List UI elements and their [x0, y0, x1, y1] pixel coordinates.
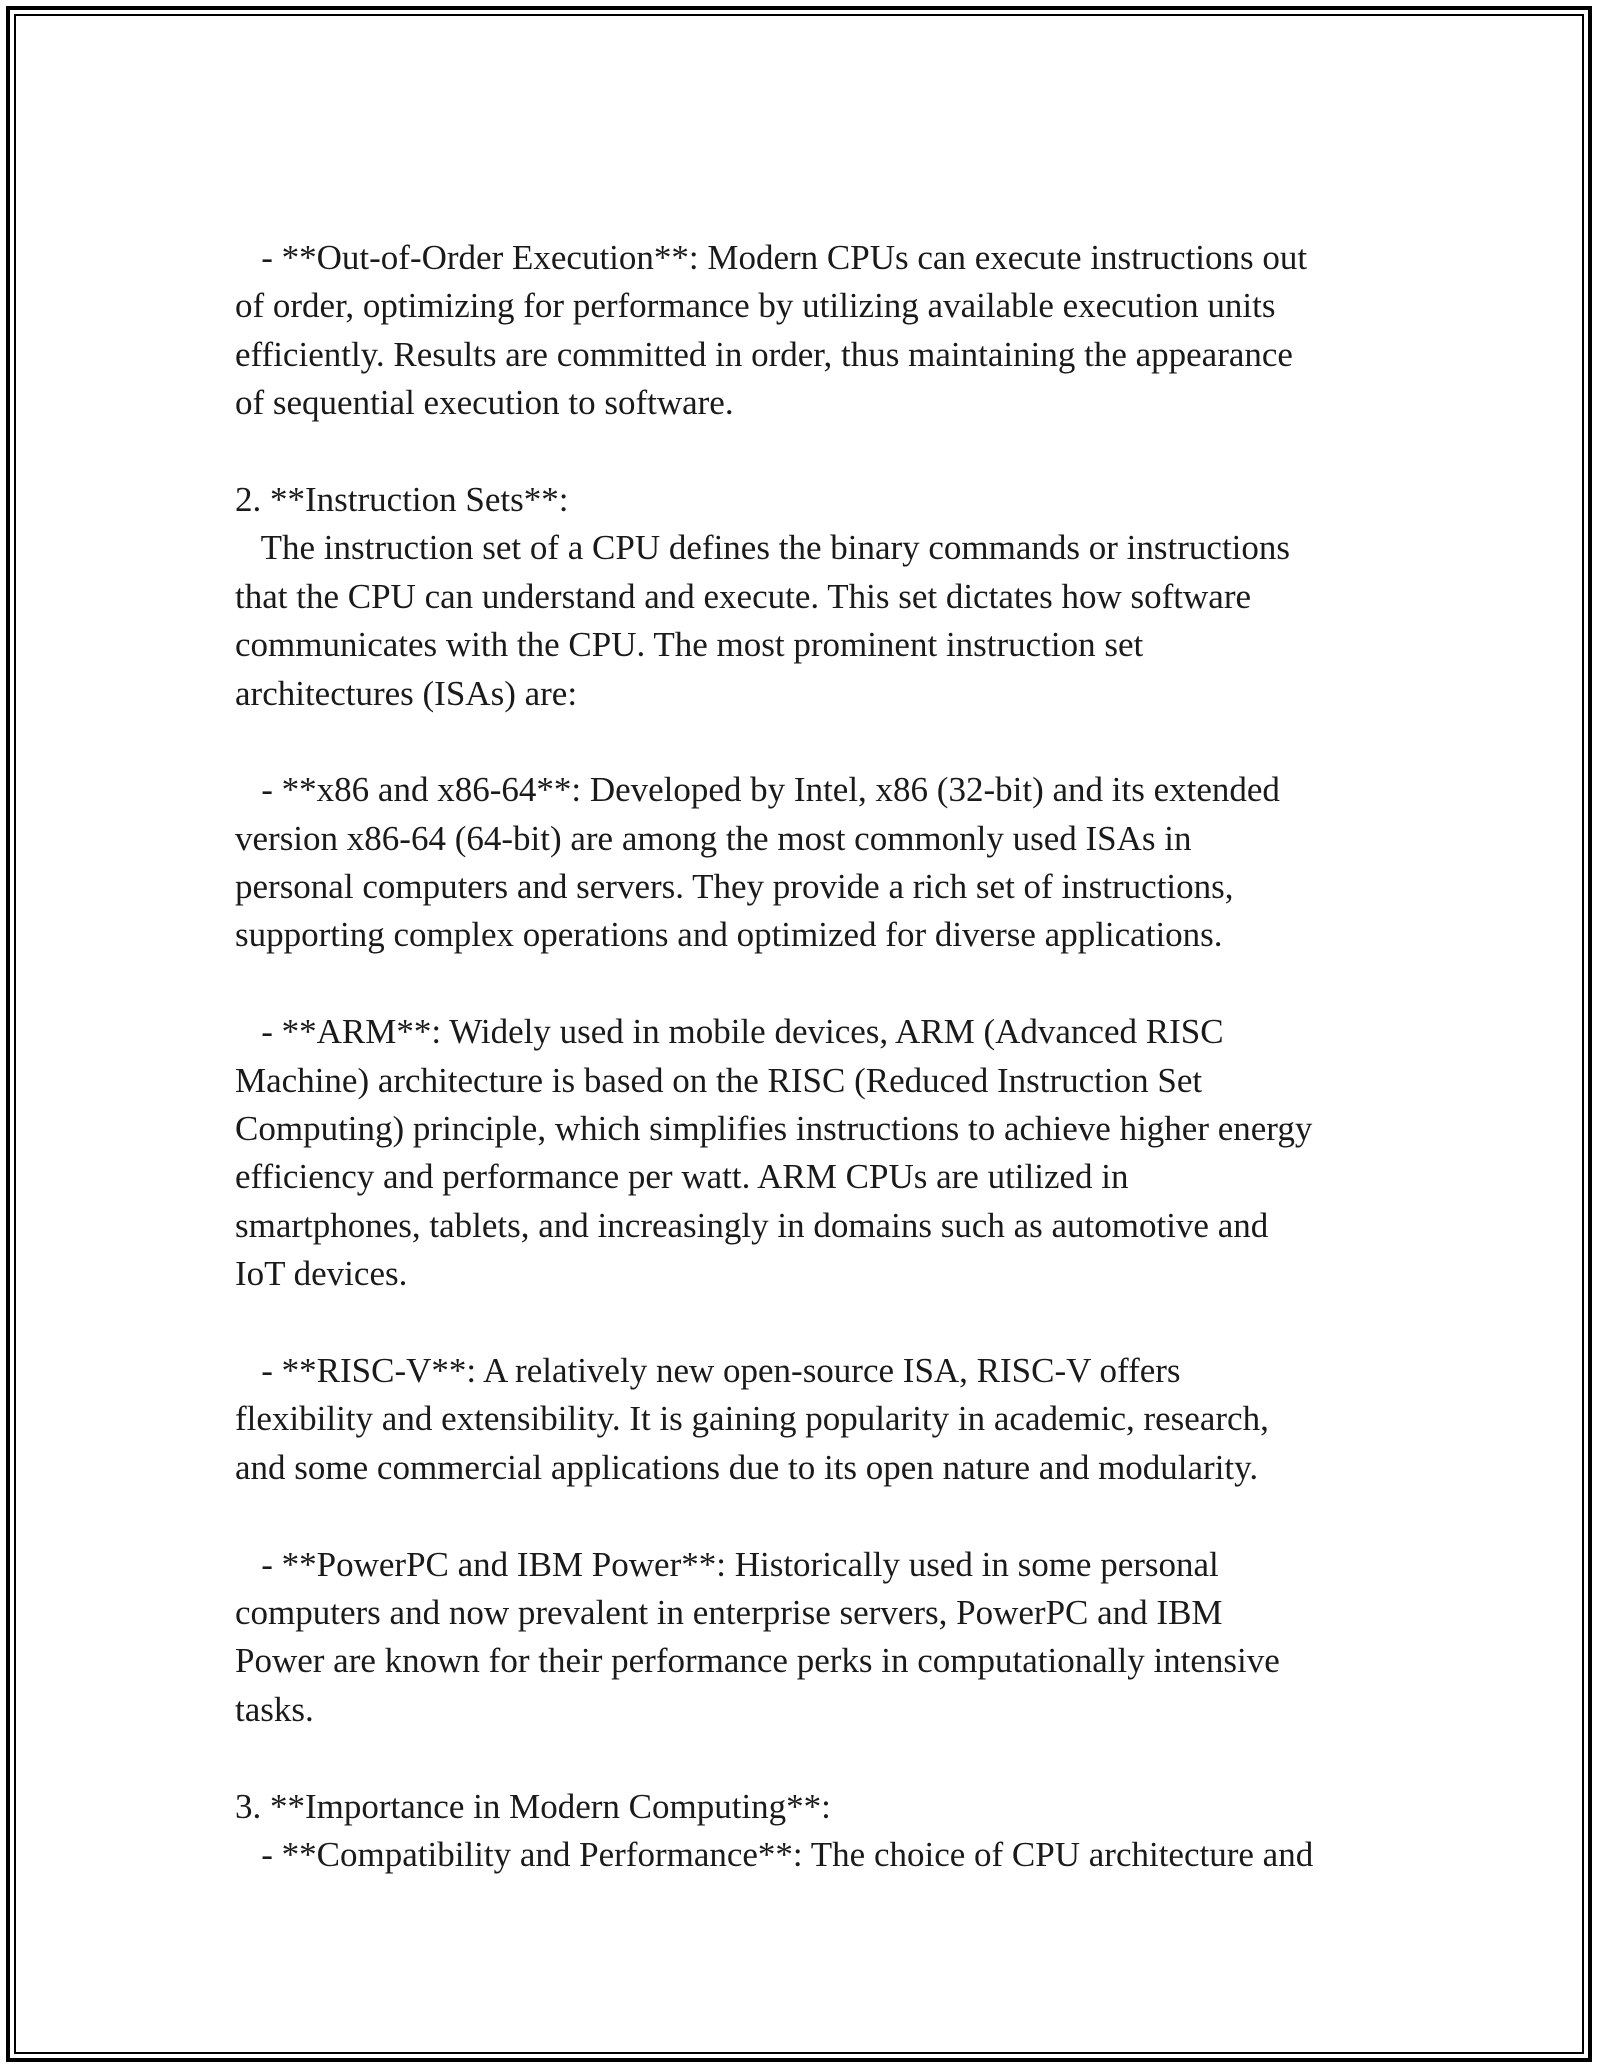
text-line: Computing) principle, which simplifies instructions to achieve higher energy — [235, 1109, 1313, 1149]
blank-line — [235, 1734, 1375, 1782]
text-line: - **PowerPC and IBM Power**: Historically used in some personal — [235, 1544, 1219, 1584]
blank-line — [235, 1492, 1375, 1540]
text-line: computers and now prevalent in enterprise servers, PowerPC and IBM — [235, 1592, 1223, 1632]
document-body — [235, 234, 1375, 1879]
text-line: of sequential execution to software. — [235, 383, 734, 423]
text-line: - **Out-of-Order Execution**: Modern CPUs can execute instructions out — [235, 238, 1308, 277]
text-line: The instruction set of a CPU defines the binary commands or instructions — [235, 528, 1291, 568]
text-line: communicates with the CPU. The most prominent instruction set — [235, 625, 1144, 665]
text-line: - **ARM**: Widely used in mobile devices, ARM (Advanced RISC — [235, 1012, 1224, 1052]
text-line: tasks. — [235, 1689, 314, 1729]
text-line: flexibility and extensibility. It is gaining popularity in academic, research, — [235, 1399, 1269, 1439]
text-line: version x86-64 (64-bit) are among the most commonly used ISAs in — [235, 818, 1192, 858]
text-line: smartphones, tablets, and increasingly in domains such as automotive and — [235, 1205, 1269, 1245]
section-heading: 2. **Instruction Sets**: — [235, 479, 569, 519]
blank-line — [235, 960, 1375, 1008]
text-line: efficiently. Results are committed in order, thus maintaining the appearance — [235, 334, 1293, 374]
text-line: - **Compatibility and Performance**: The choice of CPU architecture and — [235, 1834, 1314, 1874]
text-line: of order, optimizing for performance by utilizing available execution units — [235, 286, 1276, 326]
text-line: efficiency and performance per watt. ARM CPUs are utilized in — [235, 1157, 1129, 1197]
text-line: Machine) architecture is based on the RISC (Reduced Instruction Set — [235, 1060, 1203, 1100]
text-line: that the CPU can understand and execute. This set dictates how software — [235, 576, 1252, 616]
blank-line — [235, 718, 1375, 766]
text-line: supporting complex operations and optimized for diverse applications. — [235, 915, 1223, 955]
text-line: personal computers and servers. They provide a rich set of instructions, — [235, 867, 1234, 907]
blank-line — [235, 428, 1375, 476]
text-line: and some commercial applications due to its open nature and modularity. — [235, 1447, 1259, 1487]
text-line: - **RISC-V**: A relatively new open-source ISA, RISC-V offers — [235, 1350, 1181, 1390]
section-heading: 3. **Importance in Modern Computing**: — [235, 1786, 831, 1826]
text-line: - **x86 and x86-64**: Developed by Intel, x86 (32-bit) and its extended — [235, 770, 1280, 810]
text-line: Power are known for their performance perks in computationally intensive — [235, 1641, 1280, 1681]
blank-line — [235, 1299, 1375, 1347]
text-line: architectures (ISAs) are: — [235, 673, 578, 713]
text-line: IoT devices. — [235, 1254, 408, 1294]
